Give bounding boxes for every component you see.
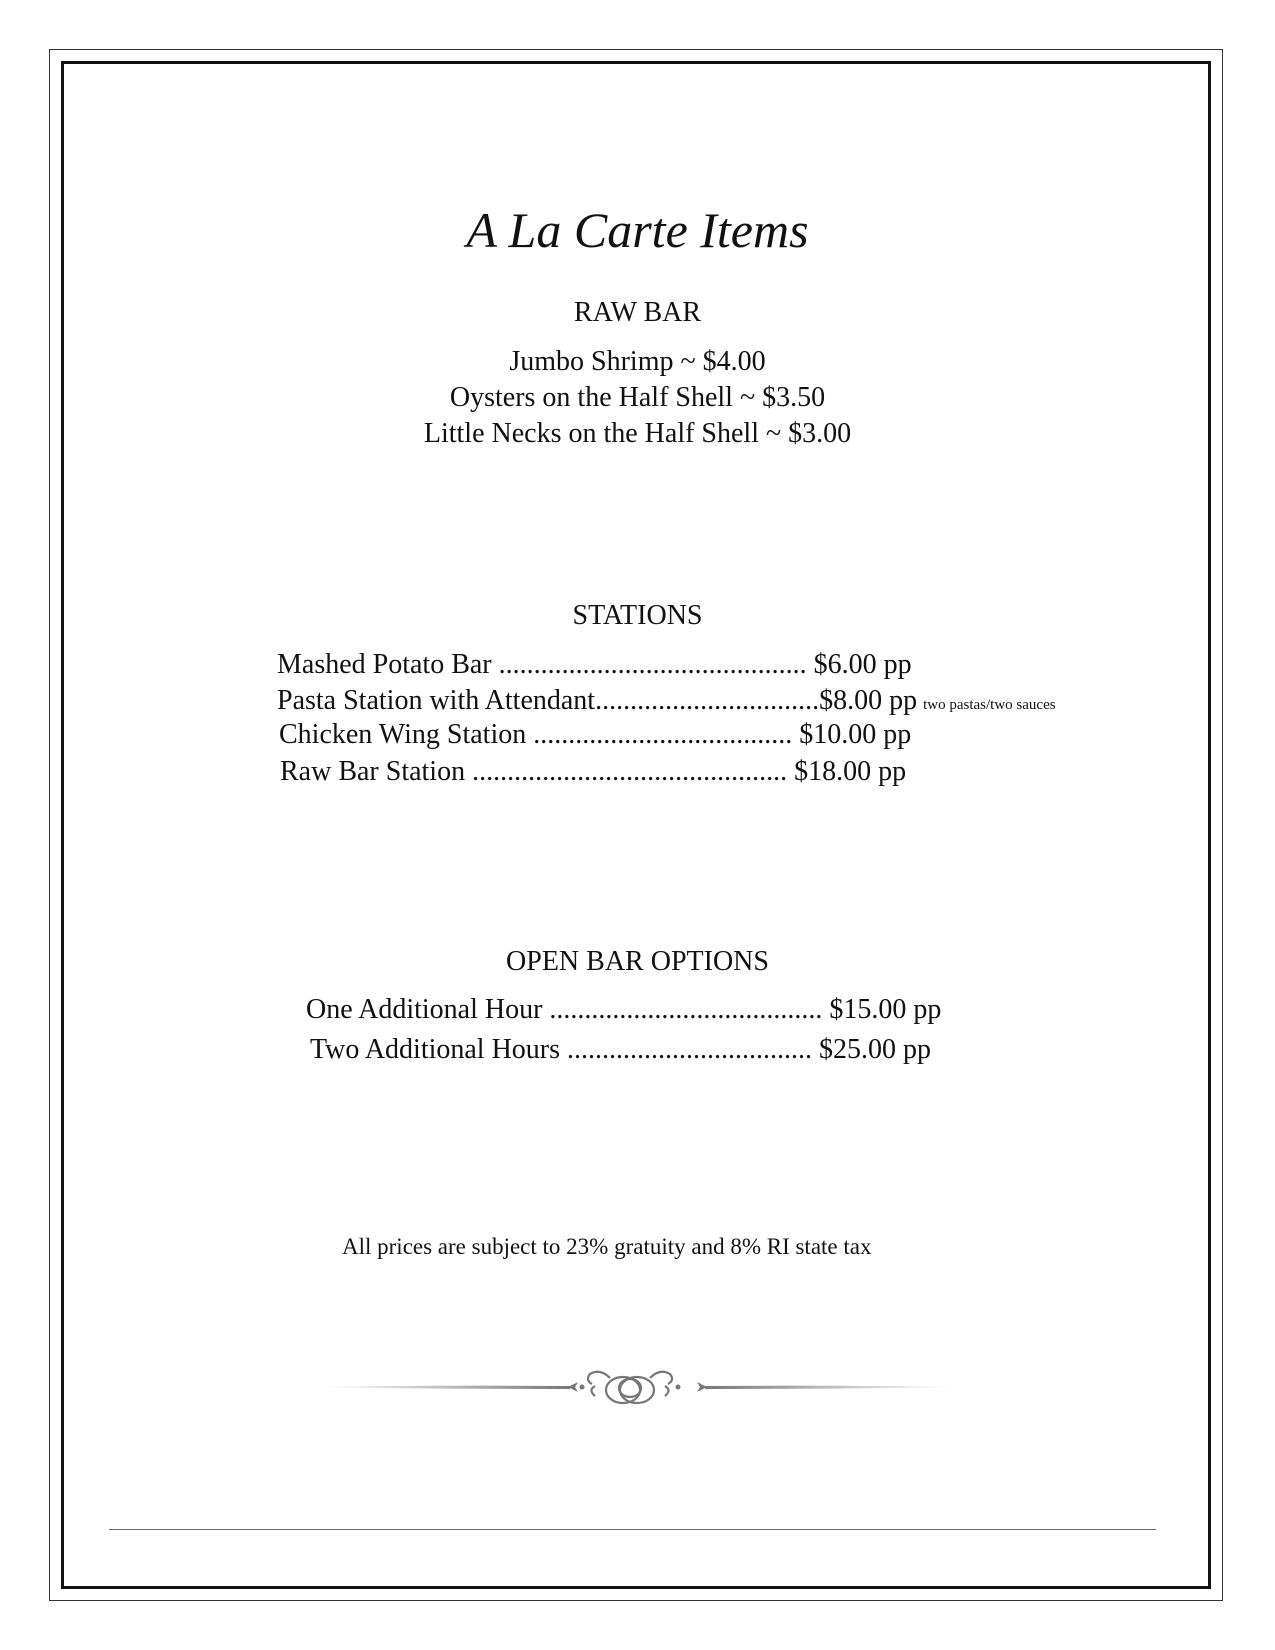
tax-disclaimer: All prices are subject to 23% gratuity and 8% RI state tax — [342, 1234, 872, 1259]
station-row — [280, 755, 906, 789]
dot-leader: ................................ — [595, 685, 820, 716]
stations-heading: STATIONS — [572, 600, 703, 631]
flourish-divider-icon — [310, 1362, 965, 1412]
open-bar-price: $25.00 pp — [819, 1034, 932, 1065]
station-label: Pasta Station with Attendant — [277, 685, 596, 716]
dot-leader: ..................................... — [533, 719, 800, 750]
station-row — [277, 648, 912, 682]
station-price: $6.00 pp — [813, 649, 912, 680]
inner-border — [61, 61, 1211, 1589]
station-price: $10.00 pp — [799, 719, 912, 750]
raw-bar-heading: RAW BAR — [573, 297, 702, 328]
open-bar-label: One Additional Hour — [306, 994, 550, 1025]
dot-leader: ................................... — [567, 1034, 820, 1065]
raw-bar-item: Little Necks on the Half Shell ~ $3.00 — [423, 418, 852, 449]
dot-leader: ............................................. — [472, 756, 795, 787]
dot-leader: ....................................... — [549, 994, 830, 1025]
dot-leader: ............................................ — [498, 649, 814, 680]
open-bar-row — [310, 1033, 931, 1067]
open-bar-price: $15.00 pp — [829, 994, 942, 1025]
station-price: $8.00 pp — [819, 685, 918, 716]
station-price: $18.00 pp — [794, 756, 907, 787]
raw-bar-item: Oysters on the Half Shell ~ $3.50 — [449, 382, 826, 413]
station-label: Mashed Potato Bar — [277, 649, 499, 680]
page-title: A La Carte Items — [466, 202, 809, 258]
bottom-divider — [109, 1529, 1156, 1530]
station-row — [279, 718, 911, 752]
raw-bar-item: Jumbo Shrimp ~ $4.00 — [509, 346, 766, 377]
station-label: Chicken Wing Station — [279, 719, 534, 750]
open-bar-heading: OPEN BAR OPTIONS — [506, 946, 769, 977]
station-row — [277, 684, 1056, 722]
station-note: two pastas/two sauces — [923, 697, 1056, 713]
station-label: Raw Bar Station — [280, 756, 473, 787]
open-bar-label: Two Additional Hours — [310, 1034, 568, 1065]
open-bar-row — [306, 993, 941, 1027]
